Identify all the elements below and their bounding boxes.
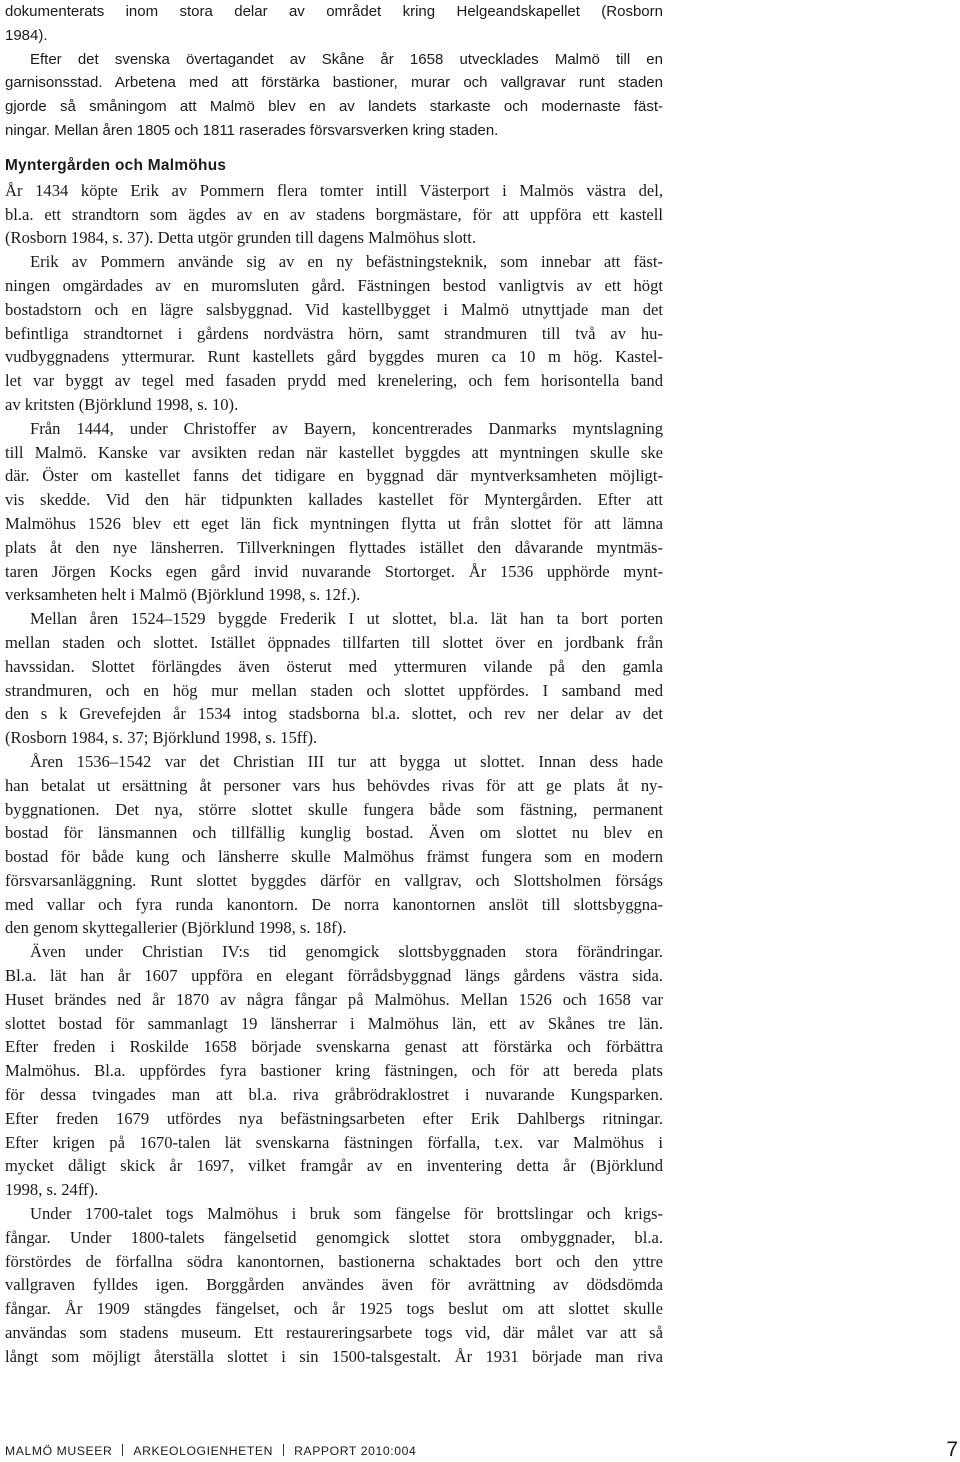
text-line: bostad för länsmannen och tillfällig kunglig bostad. Även om slottet nu blev en	[5, 823, 663, 843]
text-line: Malmöhus 1526 blev ett eget län fick myntningen flytta ut från slottet för att lämna	[5, 513, 663, 533]
text-line: där. Öster om kastellet fanns det tidigare en byggnad där myntverksamheten möjligt-	[5, 466, 663, 486]
footer-report: RAPPORT 2010:004	[294, 1444, 417, 1458]
footer-divider	[283, 1444, 284, 1456]
text-line: Efter freden 1679 utfördes nya befästningsarbeten efter Erik Dahlbergs ritningar.	[5, 1108, 663, 1128]
footer-org: MALMÖ MUSEER	[5, 1444, 113, 1458]
text-line: Efter krigen på 1670-talen lät svenskarna fästningen förfalla, t.ex. var Malmöhus i	[5, 1132, 663, 1152]
text-line: Huset brändes ned år 1870 av några fångar på Malmöhus. Mellan 1526 och 1658 var	[5, 989, 663, 1009]
text-line: dokumenterats inom stora delar av området kring Helgeandskapellet (Rosborn	[5, 3, 663, 20]
text-line: mycket dåligt skick år 1697, vilket framgår av en inventering detta år (Björklund	[5, 1156, 663, 1176]
text-line: vis skedde. Vid den här tidpunkten kallades kastellet för Myntergården. Efter att	[5, 490, 663, 510]
text-line: bostad för både kung och länsherre skulle Malmöhus främst fungera som en modern	[5, 847, 663, 867]
text-line: plats åt den nye länsherren. Tillverkningen flyttades istället den dåvarande myntmäs-	[5, 537, 663, 557]
page-content	[5, 0, 663, 1369]
text-line: havssidan. Slottet förlängdes även österut med yttermuren vilande på den gamla	[5, 656, 663, 676]
text-line: verksamheten helt i Malmö (Björklund 1998, s. 12f.).	[5, 585, 361, 605]
text-line: Mellan åren 1524–1529 byggde Frederik I ut slottet, bl.a. lät han ta bort porten	[30, 609, 663, 629]
text-line: (Rosborn 1984, s. 37). Detta utgör grunden till dagens Malmöhus slott.	[5, 228, 477, 248]
text-line: den s k Grevefejden år 1534 intog stadsborna bl.a. slottet, och rev ner delar av det	[5, 704, 663, 724]
text-line: av kritsten (Björklund 1998, s. 10).	[5, 394, 239, 414]
footer-divider	[122, 1444, 123, 1456]
text-line: Från 1444, under Christoffer av Bayern, koncentrerades Danmarks myntslagning	[30, 418, 663, 438]
text-line: långt som möjligt återställa slottet i sin 1500-talsgestalt. År 1931 började man riva	[5, 1346, 663, 1366]
text-line: slottet bostad för sammanlagt 19 länsherrar i Malmöhus län, ett av Skånes tre län.	[5, 1013, 663, 1033]
text-line: 1984).	[5, 26, 48, 44]
text-line: ningen omgärdades av en muromsluten gård. Fästningen bestod vanligtvis av ett högt	[5, 275, 663, 295]
text-line: År 1434 köpte Erik av Pommern flera tomter intill Västerport i Malmös västra del,	[5, 180, 663, 200]
text-line: Bl.a. lät han år 1607 uppföra en elegant förrådsbyggnad längs gårdens västra sida.	[5, 966, 663, 986]
section-heading: Myntergården och Malmöhus	[5, 156, 227, 174]
text-line: fångar. År 1909 stängdes fängelset, och år 1925 togs beslut om att slottet skulle	[5, 1299, 663, 1319]
text-line: garnisonsstad. Arbetena med att förstärka bastioner, murar och vallgravar runt staden	[5, 74, 663, 92]
text-line: Även under Christian IV:s tid genomgick slottsbyggnaden stora förändringar.	[30, 942, 663, 962]
text-line: taren Jörgen Kocks egen gård invid nuvarande Stortorget. År 1536 upphörde mynt-	[5, 561, 663, 581]
text-line: 1998, s. 24ff).	[5, 1180, 99, 1200]
text-line: let var byggt av tegel med fasaden prydd med krenelering, och fem horisontella band	[5, 371, 663, 391]
text-line: Åren 1536–1542 var det Christian III tur att bygga ut slottet. Innan dess hade	[30, 751, 663, 771]
text-line: strandmuren, och en hög mur mellan staden och slottet uppfördes. I samband med	[5, 680, 663, 700]
footer-text	[5, 1444, 416, 1458]
text-line: för dessa tvingades man att bl.a. riva gråbrödraklostret i nuvarande Kungsparken.	[5, 1085, 663, 1105]
text-line: ningar. Mellan åren 1805 och 1811 raserades försvarsverken kring staden.	[5, 121, 499, 139]
text-line: den genom skyttegallerier (Björklund 1998, s. 18f).	[5, 918, 347, 938]
text-line: Efter freden i Roskilde 1658 började svenskarna genast att förstärka och förbättra	[5, 1037, 663, 1057]
text-line: fångar. Under 1800-talets fängelsetid genomgick slottet stora ombyggnader, bl.a.	[5, 1227, 663, 1247]
text-line: med vallar och fyra runda kanontorn. De norra kanontornen anslöt till slottsbyggna-	[5, 894, 663, 914]
page-footer	[5, 1438, 960, 1460]
text-line: vallgraven fylldes igen. Borggården användes även för avrättning av dödsdömda	[5, 1275, 663, 1295]
page-number: 7	[946, 1438, 958, 1461]
text-line: Malmöhus. Bl.a. uppfördes fyra bastioner kring fästningen, och för att bereda plats	[5, 1061, 663, 1081]
text-line: bostadstorn och en lägre salsbyggnad. Vid kastellbygget i Malmö utnyttjade man det	[5, 299, 663, 319]
text-line: användas som stadens museum. Ett restaureringsarbete togs vid, där målet var att så	[5, 1323, 663, 1343]
text-line: befintliga strandtornet i gårdens nordvästra hörn, samt strandmuren till två av hu-	[5, 323, 663, 343]
text-line: mellan staden och slottet. Istället öppnades tillfarten till slottet över en jordbank från	[5, 632, 663, 652]
text-line: byggnationen. Det nya, större slottet skulle fungera både som fästning, permanent	[5, 799, 663, 819]
text-line: gjorde så småningom att Malmö blev en av landets starkaste och modernaste fäst-	[5, 98, 663, 116]
text-line: (Rosborn 1984, s. 37; Björklund 1998, s. 15ff).	[5, 728, 318, 748]
text-line: Under 1700-talet togs Malmöhus i bruk som fängelse för brottslingar och krigs-	[30, 1204, 663, 1224]
text-line: Erik av Pommern använde sig av en ny befästningsteknik, som innebar att fäst-	[30, 252, 663, 272]
text-line: han betalat ut ersättning åt personer vars hus behövdes rivas för att ge plats åt ny-	[5, 775, 663, 795]
text-line: Efter det svenska övertagandet av Skåne år 1658 utvecklades Malmö till en	[30, 50, 663, 68]
text-line: vudbyggnadens yttermurar. Runt kastellets gård byggdes muren ca 10 m hög. Kastel-	[5, 347, 663, 367]
footer-dept: ARKEOLOGIENHETEN	[133, 1444, 274, 1458]
text-line: försvarsanläggning. Runt slottet byggdes därför en vallgrav, och Slottsholmen förságs	[5, 870, 663, 890]
text-line: förstördes de förfallna södra kanontornen, bastionerna schaktades bort och den yttre	[5, 1251, 663, 1271]
text-line: till Malmö. Kanske var avsikten redan när kastellet byggdes att myntningen skulle ske	[5, 442, 663, 462]
text-line: bl.a. ett strandtorn som ägdes av en av stadens borgmästare, för att uppföra ett kastell	[5, 204, 663, 224]
